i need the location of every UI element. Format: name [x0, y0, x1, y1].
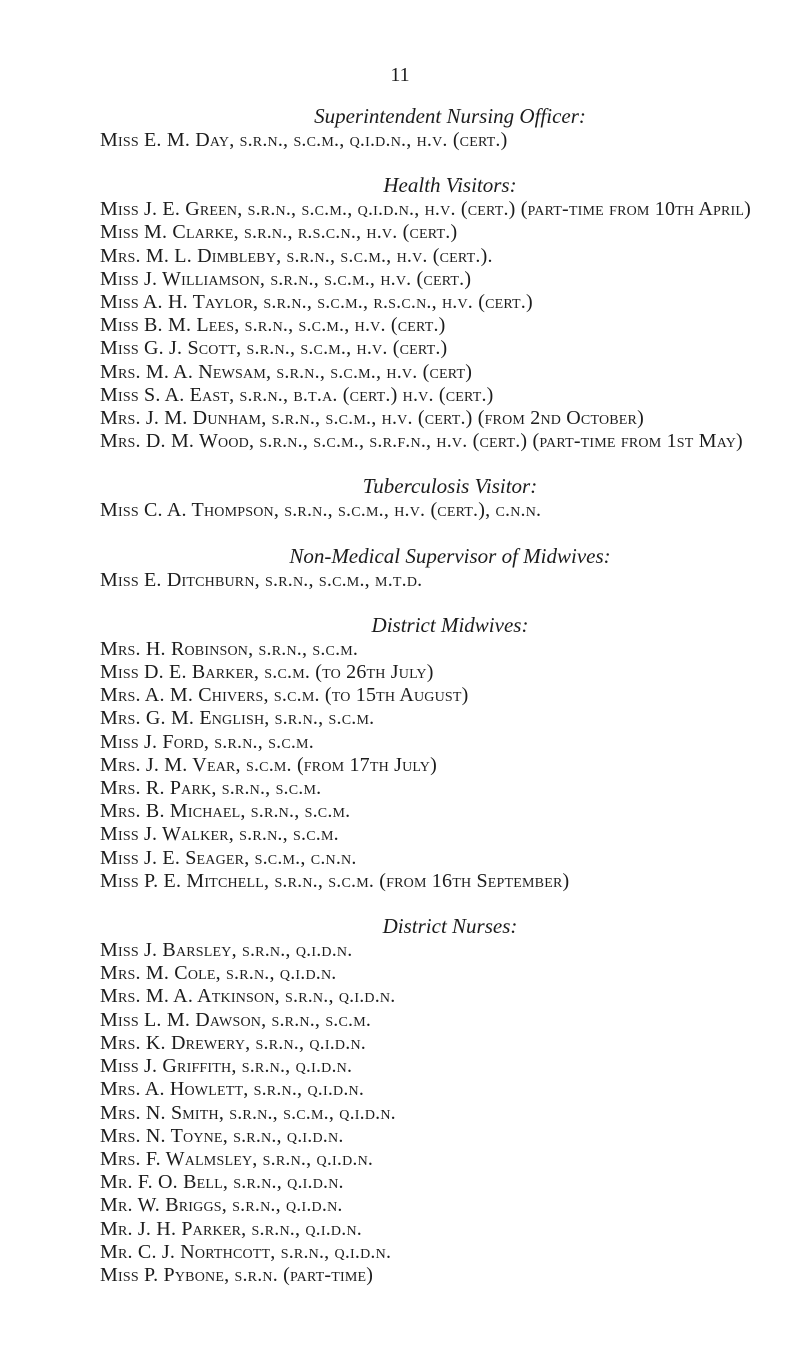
- staff-entry: [100, 1264, 760, 1287]
- staff-entry: [100, 291, 760, 314]
- staff-name: Mrs. R. Park,: [100, 777, 217, 800]
- staff-entry: [100, 1009, 760, 1032]
- section-tuberculosis-visitor: [100, 473, 760, 522]
- staff-qualifications: s.r.n., s.c.m.: [269, 707, 375, 730]
- staff-name: Miss E. Ditchburn,: [100, 568, 260, 591]
- staff-entry: [100, 731, 760, 754]
- staff-qualifications: s.r.n., q.i.d.n.: [228, 1171, 344, 1194]
- staff-entry: [100, 361, 760, 384]
- staff-name: Miss G. J. Scott,: [100, 337, 242, 360]
- staff-name: Miss J. E. Seager,: [100, 846, 250, 869]
- staff-qualifications: s.r.n. (part-time): [229, 1263, 374, 1286]
- staff-name: Miss J. Barsley,: [100, 939, 237, 962]
- staff-qualifications: s.r.n., q.i.d.n.: [250, 1031, 366, 1054]
- staff-entry: [100, 337, 760, 360]
- staff-entry: [100, 1102, 760, 1125]
- staff-name: Mrs. M. A. Newsam,: [100, 360, 272, 383]
- staff-qualifications: s.r.n., s.c.m., q.i.d.n., h.v. (cert.): [234, 129, 508, 151]
- staff-name: Mrs. A. M. Chivers,: [100, 684, 269, 707]
- staff-entry: [100, 638, 760, 661]
- staff-qualifications: s.r.n., s.c.m.: [209, 730, 314, 753]
- staff-qualifications: s.r.n., s.c.m., h.v. (cert.), c.n.n.: [279, 499, 542, 522]
- staff-entry: [100, 1241, 760, 1264]
- staff-name: Mrs. M. L. Dimbleby,: [100, 244, 282, 267]
- staff-entry: [100, 1194, 760, 1217]
- staff-qualifications: s.r.n., q.i.d.n.: [236, 1055, 353, 1078]
- section-district-midwives: [100, 612, 760, 893]
- staff-qualifications: s.r.n., s.c.m., s.r.f.n., h.v. (cert.) (part-time from 1st May): [254, 430, 743, 453]
- staff-name: Miss D. E. Barker,: [100, 661, 260, 684]
- staff-entry: [100, 939, 760, 962]
- staff-name: Mrs. N. Toyne,: [100, 1124, 228, 1147]
- staff-name: Miss E. M. Day,: [100, 129, 235, 151]
- staff-qualifications: s.r.n., s.c.m., q.i.d.n.: [224, 1101, 396, 1124]
- staff-name: Mrs. J. M. Dunham,: [100, 407, 267, 430]
- staff-entry: [100, 777, 760, 800]
- staff-qualifications: s.r.n., q.i.d.n.: [227, 1124, 344, 1147]
- staff-qualifications: s.r.n., s.c.m.: [266, 1008, 372, 1031]
- staff-name: Miss P. Pybone,: [100, 1263, 230, 1286]
- staff-entry: [100, 661, 760, 684]
- staff-list: [100, 103, 760, 1287]
- staff-entry: [100, 870, 760, 893]
- section-heading: District Midwives:: [371, 612, 529, 637]
- staff-name: Mrs. G. M. English,: [100, 707, 270, 730]
- staff-qualifications: s.r.n., q.i.d.n.: [220, 962, 337, 985]
- staff-entry: [100, 1032, 760, 1055]
- staff-entry: [100, 129, 760, 152]
- staff-entry: [100, 314, 760, 337]
- staff-entry: [100, 221, 760, 244]
- staff-qualifications: s.r.n., s.c.m. (from 16th September): [269, 869, 570, 892]
- staff-qualifications: s.r.n., s.c.m., h.v. (cert.).: [281, 244, 493, 267]
- staff-qualifications: s.r.n., s.c.m., h.v. (cert): [271, 360, 473, 383]
- staff-entry: [100, 1055, 760, 1078]
- staff-qualifications: s.r.n., s.c.m., h.v. (cert.) (from 2nd October): [266, 407, 644, 430]
- section-heading: Tuberculosis Visitor:: [362, 474, 538, 499]
- staff-name: Mrs. F. Walmsley,: [100, 1147, 258, 1170]
- staff-name: Miss B. M. Lees,: [100, 314, 240, 337]
- staff-name: Miss J. Walker,: [100, 823, 234, 846]
- staff-name: Miss J. Williamson,: [100, 267, 266, 290]
- section-heading: Non-Medical Supervisor of Midwives:: [289, 543, 611, 568]
- staff-entry: [100, 823, 760, 846]
- staff-name: Mrs. D. M. Wood,: [100, 430, 255, 453]
- staff-entry: [100, 569, 760, 592]
- staff-name: Mrs. N. Smith,: [100, 1101, 225, 1124]
- staff-qualifications: s.r.n., s.c.m., q.i.d.n., h.v. (cert.) (part-time from 10th April): [242, 198, 751, 221]
- staff-entry: [100, 847, 760, 870]
- staff-qualifications: s.r.n., s.c.m., m.t.d.: [259, 568, 423, 591]
- staff-entry: [100, 407, 760, 430]
- staff-name: Mrs. A. Howlett,: [100, 1078, 249, 1101]
- staff-qualifications: s.r.n., q.i.d.n.: [279, 985, 396, 1008]
- section-heading: District Nurses:: [382, 914, 518, 939]
- staff-entry: [100, 962, 760, 985]
- staff-name: Mr. C. J. Northcott,: [100, 1240, 276, 1263]
- staff-name: Mrs. B. Michael,: [100, 800, 246, 823]
- staff-entry: [100, 1078, 760, 1101]
- section-health-visitors: [100, 172, 760, 453]
- staff-name: Mr. W. Briggs,: [100, 1194, 227, 1217]
- staff-name: Mrs. H. Robinson,: [100, 637, 254, 660]
- staff-name: Mrs. K. Drewery,: [100, 1031, 251, 1054]
- staff-name: Miss J. Griffith,: [100, 1055, 237, 1078]
- section-district-nurses: [100, 913, 760, 1287]
- staff-entry: [100, 268, 760, 291]
- staff-entry: [100, 754, 760, 777]
- staff-entry: [100, 198, 760, 221]
- staff-entry: [100, 985, 760, 1008]
- staff-qualifications: s.r.n., r.s.c.n., h.v. (cert.): [238, 221, 458, 244]
- staff-entry: [100, 384, 760, 407]
- staff-name: Mrs. M. Cole,: [100, 962, 221, 985]
- section-heading: Health Visitors:: [383, 173, 517, 198]
- staff-qualifications: s.r.n., q.i.d.n.: [257, 1147, 374, 1170]
- staff-qualifications: s.r.n., s.c.m., h.v. (cert.): [241, 337, 448, 360]
- staff-qualifications: s.r.n., b.t.a. (cert.) h.v. (cert.): [234, 383, 494, 406]
- staff-qualifications: s.r.n., s.c.m.: [253, 637, 359, 660]
- staff-entry: [100, 1218, 760, 1241]
- staff-entry: [100, 1148, 760, 1171]
- staff-name: Miss L. M. Dawson,: [100, 1008, 267, 1031]
- staff-name: Mrs. J. M. Vear,: [100, 753, 241, 776]
- section-heading: Superintendent Nursing Officer:: [314, 104, 586, 128]
- staff-qualifications: s.r.n., s.c.m.: [245, 800, 351, 823]
- staff-entry: [100, 499, 760, 522]
- staff-entry: [100, 800, 760, 823]
- staff-entry: [100, 430, 760, 453]
- staff-name: Miss C. A. Thompson,: [100, 499, 280, 522]
- staff-name: Miss A. H. Taylor,: [100, 291, 259, 314]
- staff-qualifications: s.r.n., s.c.m., r.s.c.n., h.v. (cert.): [258, 291, 533, 314]
- staff-name: Miss J. Ford,: [100, 730, 210, 753]
- staff-name: Mr. J. H. Parker,: [100, 1217, 247, 1240]
- page-number: 11: [390, 64, 410, 86]
- staff-entry: [100, 684, 760, 707]
- staff-qualifications: s.r.n., q.i.d.n.: [275, 1240, 392, 1263]
- staff-qualifications: s.r.n., s.c.m.: [233, 823, 339, 846]
- staff-qualifications: s.c.m. (to 15th August): [268, 684, 469, 707]
- staff-qualifications: s.c.m. (from 17th July): [240, 753, 437, 776]
- staff-name: Miss M. Clarke,: [100, 221, 239, 244]
- staff-qualifications: s.r.n., q.i.d.n.: [248, 1078, 365, 1101]
- section-superintendent-nursing-officer: [100, 103, 760, 152]
- staff-entry: [100, 1125, 760, 1148]
- staff-name: Miss P. E. Mitchell,: [100, 869, 270, 892]
- staff-qualifications: s.c.m. (to 26th July): [259, 661, 434, 684]
- staff-qualifications: s.c.m., c.n.n.: [249, 846, 357, 869]
- staff-qualifications: s.r.n., s.c.m., h.v. (cert.): [239, 314, 446, 337]
- section-non-medical-supervisor-of-midwives: [100, 543, 760, 592]
- staff-name: Mr. F. O. Bell,: [100, 1171, 229, 1194]
- staff-qualifications: s.r.n., s.c.m.: [216, 777, 322, 800]
- staff-entry: [100, 707, 760, 730]
- staff-qualifications: s.r.n., q.i.d.n.: [236, 939, 353, 962]
- staff-name: Miss S. A. East,: [100, 383, 235, 406]
- staff-qualifications: s.r.n., q.i.d.n.: [246, 1217, 362, 1240]
- staff-qualifications: s.r.n., q.i.d.n.: [226, 1194, 343, 1217]
- staff-name: Mrs. M. A. Atkinson,: [100, 985, 280, 1008]
- staff-qualifications: s.r.n., s.c.m., h.v. (cert.): [265, 267, 472, 290]
- staff-entry: [100, 245, 760, 268]
- staff-name: Miss J. E. Green,: [100, 198, 243, 221]
- staff-entry: [100, 1171, 760, 1194]
